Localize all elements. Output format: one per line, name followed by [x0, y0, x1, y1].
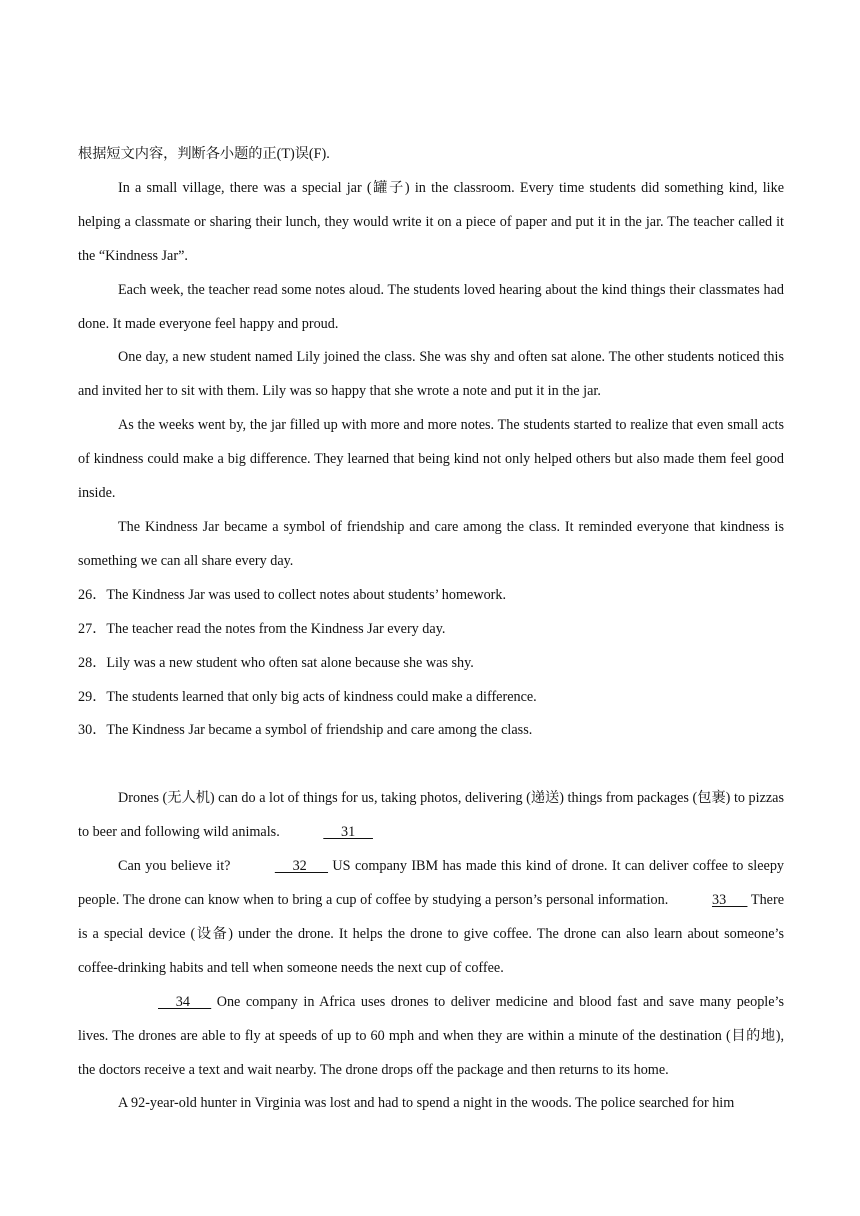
- passage1-paragraph-1: In a small village, there was a special jar (罐子) in the classroom. Every time students did something kind, like helping a classmate or sharing their lunch, they would write it on a piece of paper and put it in the jar. The teacher called it the “Kindness Jar”.: [78, 179, 784, 264]
- passage1-paragraph-3: One day, a new student named Lily joined the class. She was shy and often sat alone. The other students noticed this and invited her to sit with them. Lily was so happy that she wrote a note and put it in the jar.: [78, 349, 784, 400]
- passage2-paragraph-2: [78, 850, 784, 986]
- question-28: 28．Lily was a new student who often sat alone because she was shy.: [78, 654, 474, 671]
- passage2-p2-lead: Can you believe it?: [118, 858, 231, 875]
- blank-32: 32: [274, 858, 329, 875]
- blank-34: 34: [158, 993, 212, 1010]
- document-page: [78, 138, 784, 1121]
- passage2-paragraph-4: A 92-year-old hunter in Virginia was lost and had to spend a night in the woods. The police searched for him: [118, 1095, 735, 1112]
- passage1-paragraph-2: Each week, the teacher read some notes aloud. The students loved hearing about the kind things their classmates had done. It made everyone feel happy and proud.: [78, 281, 784, 332]
- question-30: 30．The Kindness Jar became a symbol of friendship and care among the class.: [78, 722, 533, 739]
- blank-33: 33: [711, 892, 748, 909]
- question-29: 29．The students learned that only big acts of kindness could make a difference.: [78, 688, 537, 705]
- passage2-paragraph-3: [78, 986, 784, 1088]
- passage2-p3-text: One company in Africa uses drones to deliver medicine and blood fast and save many people’s lives. The drones are able to fly at speeds of up to 60 mph and when they are within a minute of the destination (目的地), the doctors receive a text and wait nearby. The drone drops off the package and then returns to its home.: [78, 993, 784, 1078]
- passage2-p2-text2: There is a special device (设备) under the drone. It helps the drone to give coffee. The drone can also learn about someone’s coffee-drinking habits and tell when someone needs the next cup of coffee.: [78, 892, 784, 976]
- passage2-paragraph-1: [78, 782, 784, 850]
- question-27: 27．The teacher read the notes from the Kindness Jar every day.: [78, 620, 446, 637]
- section-gap: [78, 748, 784, 782]
- passage1-paragraph-5: The Kindness Jar became a symbol of friendship and care among the class. It reminded everyone that kindness is something we can all share every day.: [78, 518, 784, 569]
- passage2-p1-text: Drones (无人机) can do a lot of things for us, taking photos, delivering (递送) things from packages (包裹) to pizzas to beer and following wild animals.: [78, 790, 784, 841]
- blank-31: 31: [323, 824, 373, 841]
- passage1-paragraph-4: As the weeks went by, the jar filled up with more and more notes. The students started to realize that even small acts of kindness could make a big difference. They learned that being kind not only helped others but also made them feel good inside.: [78, 417, 784, 502]
- instruction: 根据短文内容，判断各小题的正(T)误(F).: [78, 146, 330, 162]
- passage2-p2-text: US company IBM has made this kind of drone. It can deliver coffee to sleepy people. The drone can know when to bring a cup of coffee by studying a person’s personal information.: [78, 858, 785, 909]
- question-26: 26．The Kindness Jar was used to collect notes about students’ homework.: [78, 586, 507, 603]
